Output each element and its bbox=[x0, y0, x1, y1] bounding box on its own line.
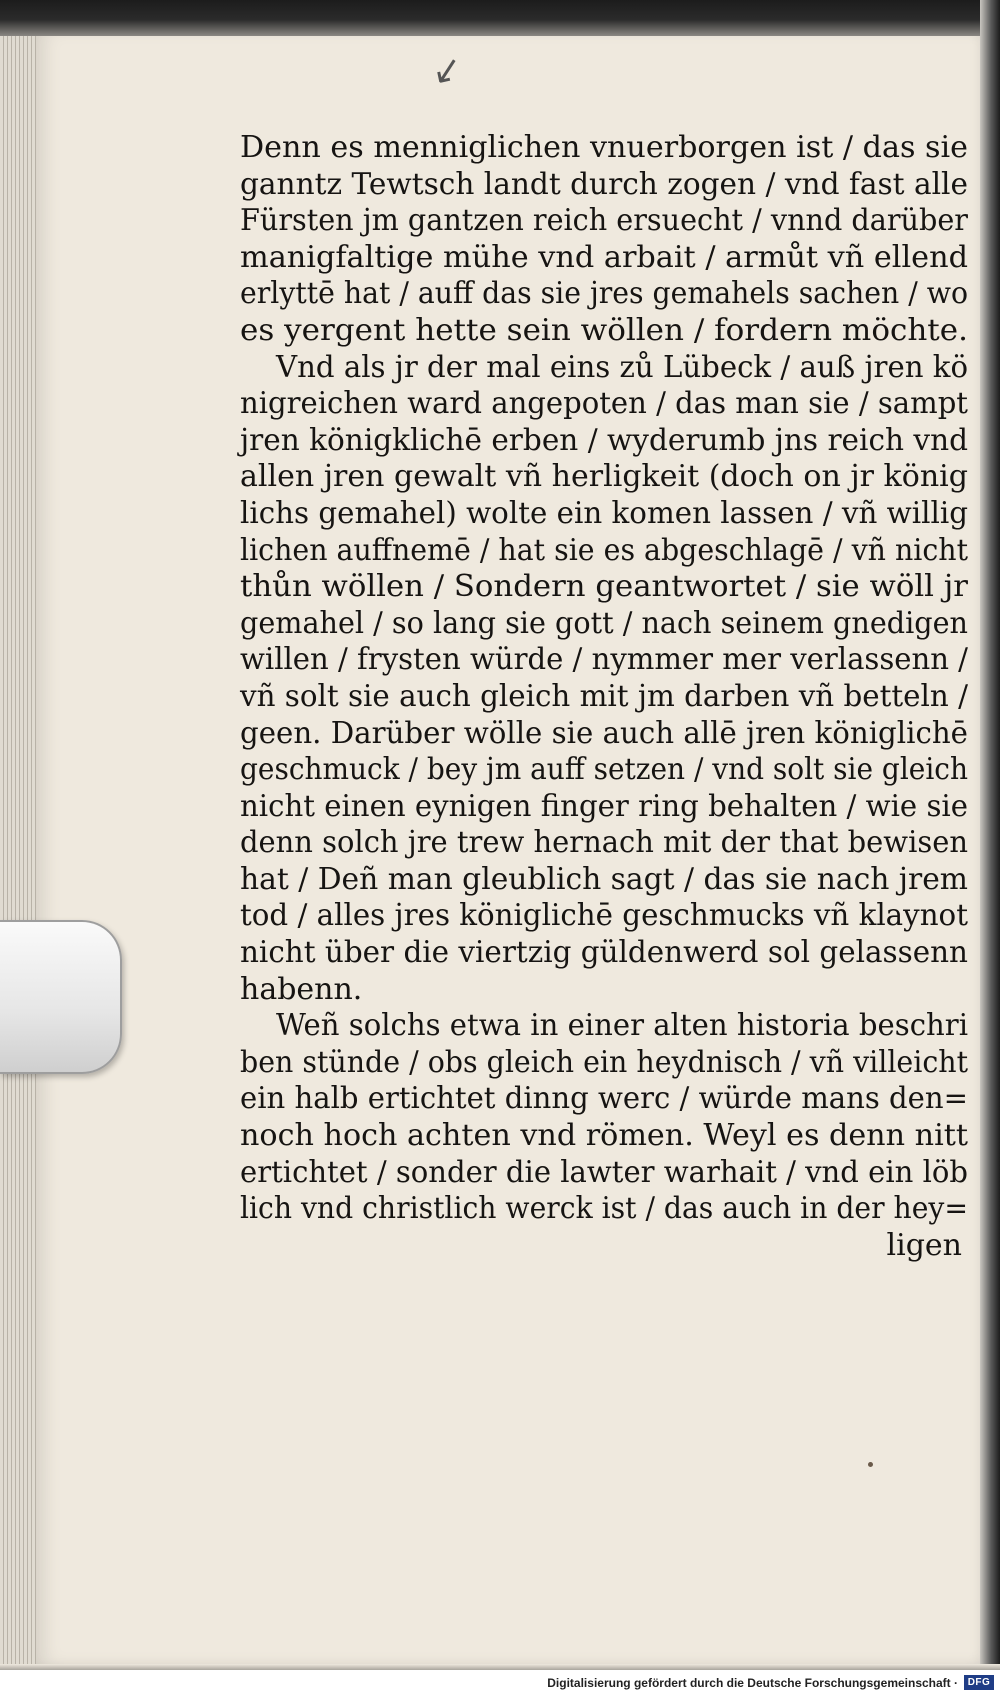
page-clip bbox=[0, 920, 122, 1074]
text-line: es yergent hette sein wöllen / fordern möchte. bbox=[240, 312, 968, 348]
text-line: erlyttē hat / auff das sie jres gemahels sachen / wo bbox=[240, 276, 969, 312]
text-line: denn solch jre trew hernach mit der that bewisen bbox=[240, 825, 968, 861]
ink-mark: ↙ bbox=[428, 47, 467, 94]
dfg-logo: DFG bbox=[964, 1675, 994, 1690]
page-text bbox=[240, 130, 968, 1264]
text-line: Weñ solchs etwa in einer alten historia beschri bbox=[276, 1008, 969, 1044]
text-line: lichs gemahel) wolte ein komen lassen / vñ willig bbox=[240, 495, 969, 531]
text-line: manigfaltige mühe vnd arbait / armůt vñ ellend bbox=[240, 239, 968, 275]
text-line: noch hoch achten vnd römen. Weyl es denn nitt bbox=[240, 1118, 968, 1154]
text-line: geschmuck / bey jm auff setzen / vnd solt sie gleich bbox=[240, 752, 968, 788]
text-line: willen / frysten würde / nymmer mer verlassenn / bbox=[240, 642, 968, 678]
text-line: Fürsten jm gantzen reich ersuecht / vnnd darüber bbox=[240, 203, 968, 239]
text-line: jren königklichē erben / wyderumb jns reich vnd bbox=[240, 422, 969, 458]
funding-credit: Digitalisierung gefördert durch die Deutsche Forschungsgemeinschaft · bbox=[547, 1676, 958, 1690]
text-line: vñ solt sie auch gleich mit jm darben vñ betteln / bbox=[240, 678, 969, 714]
text-line: thůn wöllen / Sondern geantwortet / sie wöll jr bbox=[240, 569, 968, 605]
top-shadow bbox=[0, 0, 1000, 36]
text-line: gemahel / so lang sie gott / nach seinem gnedigen bbox=[240, 605, 969, 641]
text-line: lich vnd christlich werck ist / das auch in der hey= bbox=[240, 1191, 969, 1227]
text-line: hat / Deñ man gleublich sagt / das sie nach jrem bbox=[240, 861, 968, 897]
text-line: nicht über die viertzig güldenwerd sol gelassenn bbox=[240, 935, 968, 971]
text-line: Vnd als jr der mal eins zů Lübeck / auß jren kö bbox=[276, 349, 969, 385]
text-line: allen jren gewalt vñ herligkeit (doch on jr könig bbox=[240, 459, 968, 495]
catchword: ligen bbox=[886, 1227, 962, 1263]
text-line: geen. Darüber wölle sie auch allē jren königlichē bbox=[240, 715, 968, 751]
text-line: nigreichen ward angepoten / das man sie / sampt bbox=[240, 386, 969, 422]
text-line: habenn. bbox=[240, 971, 363, 1007]
text-line: ben stünde / obs gleich ein heydnisch / vñ villeicht bbox=[240, 1044, 968, 1080]
text-line: ganntz Tewtsch landt durch zogen / vnd fast alle bbox=[240, 166, 968, 202]
text-line: ein halb ertichtet dinng werc / würde mans den= bbox=[240, 1081, 968, 1117]
right-edge-shadow bbox=[980, 0, 1000, 1694]
text-line: lichen auffnemē / hat sie es abgeschlagē / vñ nicht bbox=[240, 532, 969, 568]
text-line: tod / alles jres königlichē geschmucks vñ klaynot bbox=[240, 898, 968, 934]
text-line: Denn es menniglichen vnuerborgen ist / das sie bbox=[240, 130, 968, 165]
text-line: nicht einen eynigen finger ring behalten / wie sie bbox=[240, 788, 968, 824]
text-line: ertichtet / sonder die lawter warhait / vnd ein löb bbox=[240, 1154, 968, 1190]
ink-speck bbox=[868, 1462, 873, 1467]
